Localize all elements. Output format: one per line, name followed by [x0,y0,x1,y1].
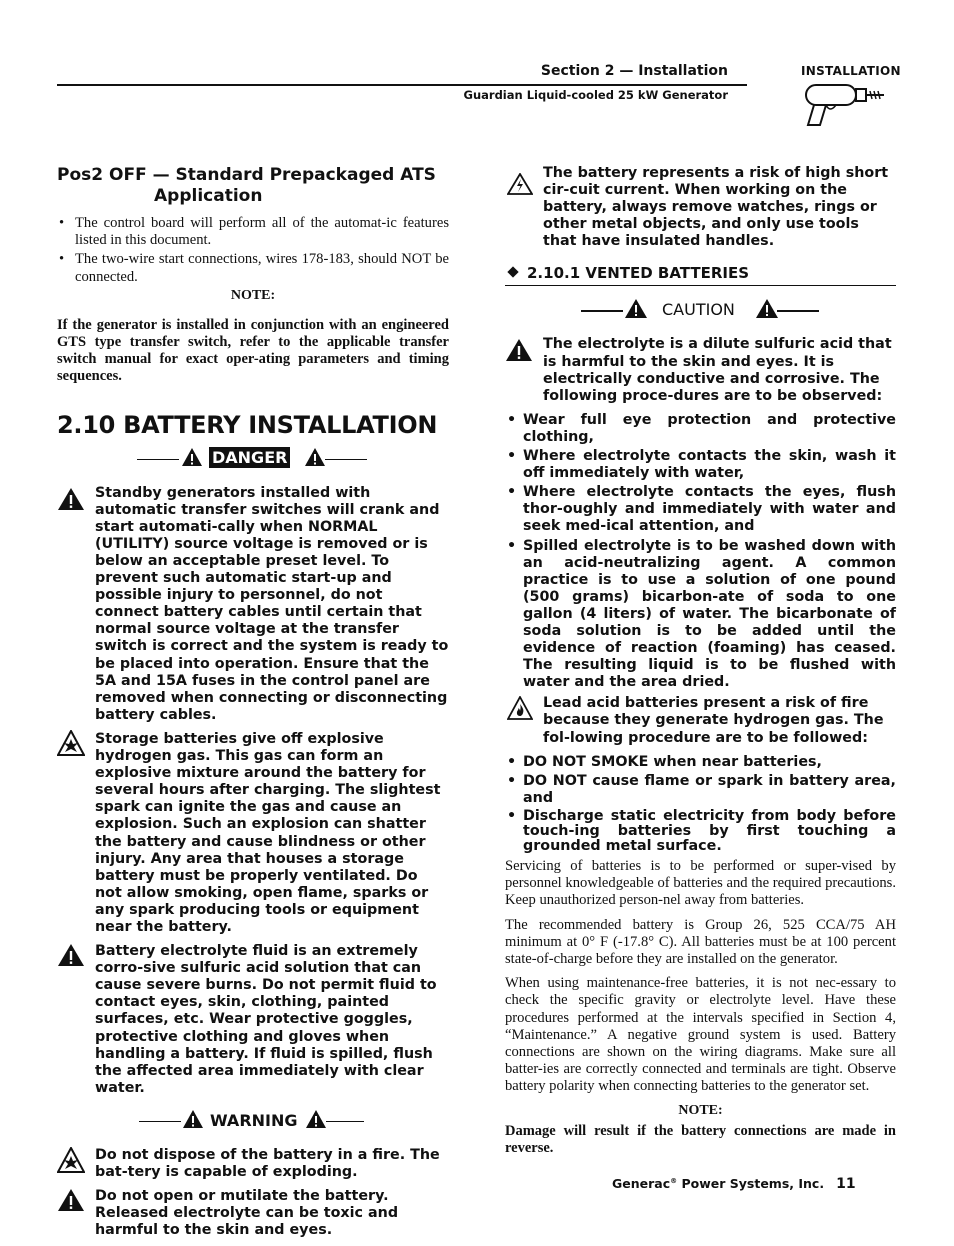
warning-item-text: Do not dispose of the battery in a fire. The bat-tery is capable of exploding. [95,1146,440,1180]
electrolyte-warning-text: The electrolyte is a dilute sulfuric acid that is harmful to the skin and eyes. It is electrically conductive and corrosive. The following proce-dures are to be observed: [543,336,892,404]
list-item: • DO NOT SMOKE when near batteries, [505,754,896,771]
warning-triangle-icon [505,338,533,362]
warning-item-text: Do not open or mutilate the battery. Released electrolyte can be toxic and harmful to the skin and eyes. [95,1188,399,1239]
warning-triangle-icon [57,1188,85,1212]
warning-banner [57,1107,449,1135]
fire-icon [507,696,533,720]
warning-triangle-icon [305,1109,327,1129]
banner-rule [325,459,367,461]
header-rule [57,84,747,86]
danger-label: DANGER [209,447,290,468]
note-text: If the generator is installed in conjunction with an engineered GTS type transfer switch, refer to the applicable transfer switch manual for exact oper-ating parameters and timing sequences. [57,316,449,385]
electrolyte-bullet-list [505,412,896,692]
danger-item-text: Battery electrolyte fluid is an extremely corro-sive sulfuric acid solution that can cause severe burns. Do not permit fluid to contact eyes, skin, clothing, painted surfaces, etc. Wear protective goggles, protective clothing and gloves when handling a battery. If fluid is spilled, flush the affected area immediately with clear water. [95,943,437,1096]
electrolyte-warning [505,336,896,404]
warning-item-fire [57,1147,449,1181]
banner-rule [777,310,819,312]
warning-triangle-icon [304,447,326,467]
document-subtitle: Guardian Liquid-cooled 25 kW Generator [463,88,728,102]
list-item: • The control board will perform all of the automat-ic features listed in this document. [57,215,449,249]
registered-mark: ® [670,1176,678,1185]
installation-logo-label: INSTALLATION [801,64,901,78]
warning-triangle-icon [57,487,85,511]
footer-company: Generac [612,1176,671,1191]
servicing-paragraph: Servicing of batteries is to be performed or super-vised by personnel knowledgeable of batteries and the required precautions. Keep unauthorized person-nel away from batteries. [505,857,896,909]
recommended-battery-paragraph: The recommended battery is Group 26, 525 CCA/75 AH minimum at 0° F (-17.8° C). All batteries must be at 100 percent state-of-charge before they are installed on the generator. [505,916,896,967]
list-item: • Discharge static electricity from body before touch-ing batteries by first touching a grounded metal surface. [505,809,896,854]
danger-item-hydrogen [57,731,449,936]
electric-shock-icon [507,173,533,195]
note-label: NOTE: [230,287,276,303]
fire-bullet-list [505,754,896,854]
pos2-heading-line1: Pos2 OFF — Standard Prepackaged ATS [57,165,436,185]
caution-label: CAUTION [662,300,735,320]
pos2-bullet-list [57,215,449,286]
warning-triangle-icon [624,298,648,319]
banner-rule [581,310,623,312]
danger-item-text: Storage batteries give off explosive hydrogen gas. This gas can form an explosive mixture around the battery for several hours after charging. The slightest spark can ignite the gas and cause an explosion. Such an explosion can shatter the battery and cause blindness or other injury. Any area that houses a storage battery must be properly ventilated. Do not allow smoking, open flame, sparks or any spark producing tools or equipment near the battery. [95,730,441,935]
footer-company-rest: Power Systems, Inc. [677,1176,825,1191]
diamond-bullet-icon [507,267,518,278]
drill-icon [800,79,890,131]
vented-batteries-heading-text: 2.10.1 VENTED BATTERIES [527,264,750,283]
warning-triangle-icon [181,447,203,467]
warning-triangle-icon [57,943,85,967]
list-item: • The two-wire start connections, wires 178-183, should NOT be connected. [57,251,449,285]
vented-batteries-heading [505,264,896,286]
list-item: • Where electrolyte contacts the skin, wash it off immediately with water, [505,448,896,482]
banner-rule [137,459,179,461]
short-circuit-warning [505,165,896,250]
page-number: 11 [836,1176,856,1192]
fire-warning [505,695,896,746]
explosion-icon [57,730,85,756]
warning-triangle-icon [182,1109,204,1129]
explosion-icon [57,1147,85,1173]
danger-item-text: Standby generators installed with automatic transfer switches will crank and start automati-cally when NORMAL (UTILITY) source voltage is removed or is below an acceptable preset level. To prevent such automatic start-up and possible injury to personnel, do not connect battery cables until certain that normal source voltage at the transfer switch is correct and the system is ready to be placed into operation. Ensure that the 5A and 15A fuses in the control panel are removed when connecting or disconnecting battery cables. [95,484,449,723]
note-text: Damage will result if the battery connections are made in reverse. [505,1122,896,1156]
list-item: • Wear full eye protection and protective clothing, [505,412,896,446]
fire-warning-text: Lead acid batteries present a risk of fire because they generate hydrogen gas. The fol-lowing procedure are to be followed: [543,695,884,746]
banner-rule [326,1121,364,1123]
note-label: NOTE: [678,1102,723,1118]
caution-banner [505,296,896,324]
list-item: • DO NOT cause flame or spark in battery area, and [505,773,896,807]
warning-item-mutilate [57,1188,449,1239]
battery-installation-heading: 2.10 BATTERY INSTALLATION [57,410,438,439]
danger-banner [57,445,449,473]
danger-item-auto-start [57,485,449,724]
warning-label: WARNING [210,1110,298,1130]
pos2-heading [57,165,449,207]
maintenance-free-paragraph: When using maintenance-free batteries, it is not nec-essary to check the specific gravity or electrolyte level. Have these procedures performed at the intervals specified in Section 4, “Maintenance.” A negative ground system is used. Battery connections are shown on the wiring diagrams. Make sure all batter-ies are correctly connected and terminals are tight. Observe battery polarity when connecting batteries to the generator set. [505,975,896,1095]
danger-item-electrolyte [57,943,449,1097]
list-item: • Spilled electrolyte is to be washed down with an acid-neutralizing agent. A common practice is to use a solution of one pound (500 grams) bicarbon-ate of soda to one gallon (4 liters) of water. The bicarbonate of soda solution is to be added until the evidence of reaction (foaming) has ceased. The resulting liquid is to be flushed with water and the area dried. [505,538,896,692]
warning-triangle-icon [755,298,779,319]
footer [612,1176,856,1192]
short-circuit-warning-text: The battery represents a risk of high short cir-cuit current. When working on the battery, always remove watches, rings or other metal objects, and only use tools that have insulated handles. [543,165,889,250]
pos2-heading-line2: Application [154,186,263,206]
list-item: • Where electrolyte contacts the eyes, flush thor-oughly and immediately with water and seek med-ical attention, and [505,484,896,535]
section-title: Section 2 — Installation [540,63,728,79]
banner-rule [139,1121,181,1123]
